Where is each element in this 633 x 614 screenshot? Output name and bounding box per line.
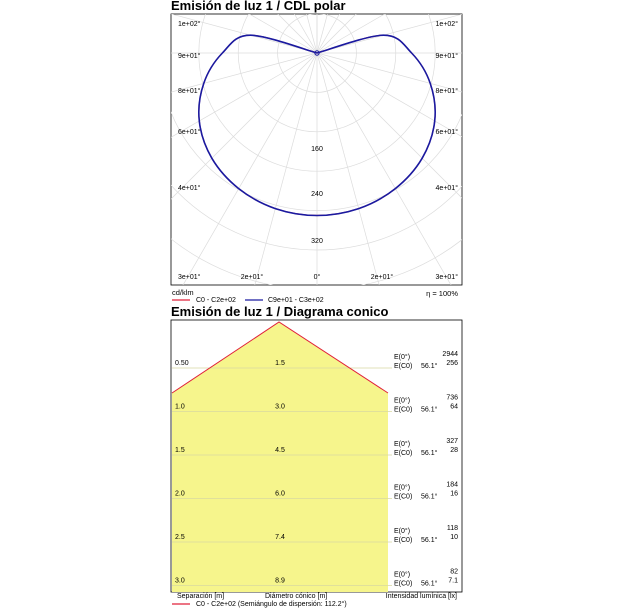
radial-label-320: 320 bbox=[311, 238, 323, 245]
angle-label-right-3: 6e+01° bbox=[435, 129, 458, 136]
angle-label-right-4: 4e+01° bbox=[435, 185, 458, 192]
cone-row-angle: 56.1° bbox=[421, 406, 438, 414]
cone-row-e0-label: E(0°) bbox=[394, 354, 411, 361]
cone-row-e0-value: 118 bbox=[446, 525, 458, 532]
cone-row-ec0-value: 64 bbox=[450, 403, 458, 411]
cone-row-e0-label: E(0°) bbox=[394, 571, 411, 579]
cone-row-angle: 56.1° bbox=[421, 493, 438, 501]
angle-label-left-2: 8e+01° bbox=[178, 88, 201, 95]
cone-row-separation: 1.5 bbox=[175, 447, 185, 454]
cone-row-e0-label: E(0°) bbox=[394, 528, 411, 535]
cone-row-e0-label: E(0°) bbox=[394, 441, 411, 448]
cone-row-e0-value: 736 bbox=[446, 394, 458, 402]
angle-label-left-3: 6e+01° bbox=[178, 129, 201, 136]
cone-row-diameter: 4.5 bbox=[275, 447, 285, 454]
cone-row-separation: 2.0 bbox=[175, 490, 185, 498]
footer-separation: Separación [m] bbox=[177, 593, 225, 600]
cone-row-ec0-label: E(C0) bbox=[394, 580, 413, 588]
polar-unit: cd/klm bbox=[172, 288, 194, 297]
cone-row-ec0-value: 28 bbox=[450, 447, 458, 454]
cone-row-separation: 3.0 bbox=[175, 577, 185, 585]
cone-row-diameter: 8.9 bbox=[275, 577, 285, 585]
cone-row-e0-value: 82 bbox=[450, 568, 458, 576]
footer-diameter: Diámetro cónico [m] bbox=[265, 593, 328, 600]
radial-label-160: 160 bbox=[311, 146, 323, 153]
cone-row-ec0-value: 10 bbox=[450, 534, 458, 541]
cone-row-e0-value: 327 bbox=[446, 438, 458, 445]
polar-efficiency: η = 100% bbox=[426, 289, 458, 298]
legend-label-c90: C9e+01 - C3e+02 bbox=[268, 297, 324, 304]
legend-label-c0: C0 - C2e+02 bbox=[196, 297, 236, 304]
radial-label-240: 240 bbox=[311, 191, 323, 198]
cone-row-angle: 56.1° bbox=[421, 580, 438, 588]
cone-row-ec0-value: 256 bbox=[446, 360, 458, 367]
cone-row-diameter: 3.0 bbox=[275, 403, 285, 411]
cone-row-separation: 1.0 bbox=[175, 403, 185, 411]
footer-intensity: Intensidad lumínica [lx] bbox=[385, 593, 457, 600]
cone-legend-label: C0 - C2e+02 (Semiángulo de dispersión: 112.2°) bbox=[196, 601, 347, 608]
angle-label-bottom-1: 0° bbox=[313, 274, 321, 281]
angle-label-bottom-0: 2e+01° bbox=[240, 274, 264, 281]
angle-label-right-1: 9e+01° bbox=[435, 53, 458, 60]
cone-row-ec0-label: E(C0) bbox=[394, 537, 413, 544]
angle-label-left-1: 9e+01° bbox=[178, 53, 201, 60]
cone-row-angle: 56.1° bbox=[421, 363, 438, 370]
angle-label-left-4: 4e+01° bbox=[178, 185, 201, 192]
cone-row-ec0-label: E(C0) bbox=[394, 363, 413, 370]
cone-row-ec0-value: 16 bbox=[450, 490, 458, 498]
cone-row-diameter: 7.4 bbox=[275, 534, 285, 541]
cone-row-e0-value: 2944 bbox=[442, 351, 458, 358]
cone-row-separation: 2.5 bbox=[175, 534, 185, 541]
angle-label-left-5: 3e+01° bbox=[178, 274, 201, 281]
polar-title: Emisión de luz 1 / CDL polar bbox=[171, 0, 346, 13]
cone-row-angle: 56.1° bbox=[421, 537, 438, 544]
angle-label-right-2: 8e+01° bbox=[435, 88, 458, 95]
cone-row-e0-label: E(0°) bbox=[394, 397, 411, 405]
cone-row-angle: 56.1° bbox=[421, 450, 438, 457]
angle-label-left-0: 1e+02° bbox=[178, 21, 201, 28]
cone-row-e0-value: 184 bbox=[446, 481, 458, 489]
angle-label-bottom-2: 2e+01° bbox=[370, 274, 394, 281]
cone-row-ec0-label: E(C0) bbox=[394, 493, 413, 501]
cone-row-ec0-label: E(C0) bbox=[394, 406, 413, 414]
cone-row-ec0-label: E(C0) bbox=[394, 450, 413, 457]
cone-row-e0-label: E(0°) bbox=[394, 484, 411, 492]
cone-row-separation: 0.50 bbox=[175, 360, 189, 367]
cone-title: Emisión de luz 1 / Diagrama conico bbox=[171, 304, 389, 319]
cone-row-diameter: 6.0 bbox=[275, 490, 285, 498]
angle-label-right-0: 1e+02° bbox=[435, 21, 458, 28]
cone-row-diameter: 1.5 bbox=[275, 360, 285, 367]
cone-row-ec0-value: 7.1 bbox=[448, 577, 458, 585]
angle-label-right-5: 3e+01° bbox=[435, 274, 458, 281]
